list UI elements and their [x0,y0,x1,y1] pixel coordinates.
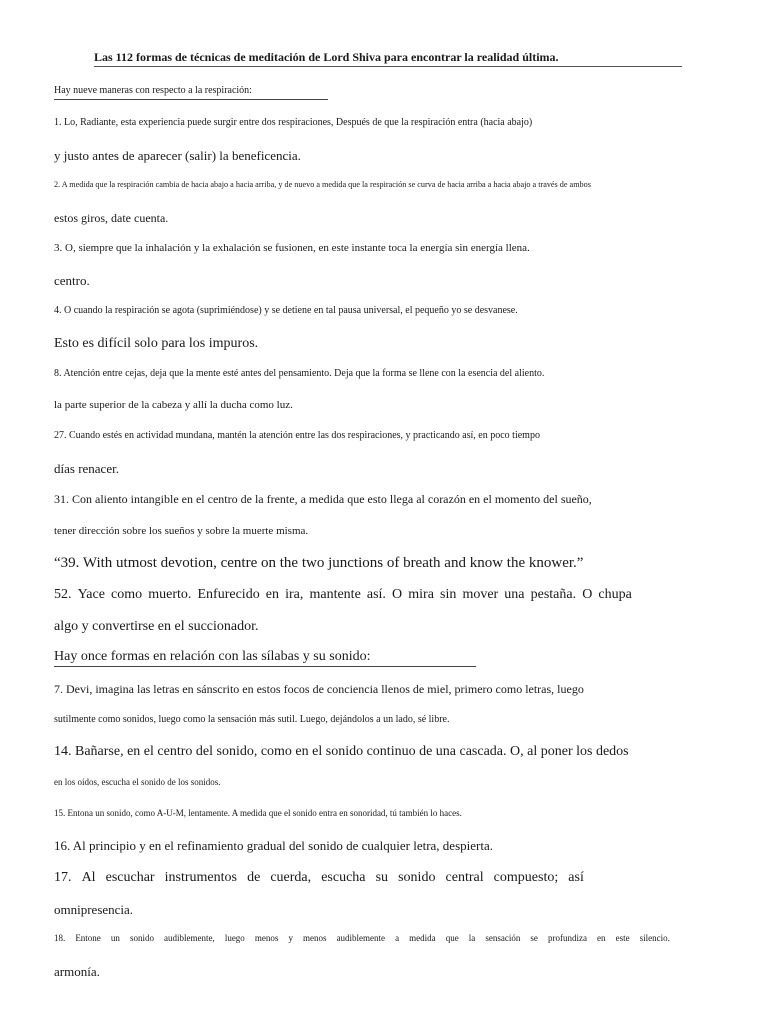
text-line: días renacer. [54,461,119,476]
text-line-justified [54,871,584,885]
text-line: Esto es difícil solo para los impuros. [54,336,259,351]
word: un [110,933,120,943]
word: Yace [77,587,105,602]
word: muerto. [148,587,192,602]
section-heading-syllables: Hay once formas en relación con las sílabas y su sonido: [54,649,371,664]
word: 17. [54,870,72,885]
text-line: algo y convertirse en el succionador. [54,619,259,634]
word: escuchar [105,870,155,885]
text-line: armonía. [54,964,100,979]
word: compuesto; [493,870,559,885]
word: mover [462,587,499,602]
text-line: 4. O cuando la respiración se agota (suprimiéndose) y se detiene en tal pausa universal, el pequeño yo se desvanese. [54,305,518,316]
word: así. [366,587,386,602]
text-line: 27. Cuando estés en actividad mundana, mantén la atención entre las dos respiraciones, y practicando así, en poco tiempo [54,430,540,441]
word: luego [224,933,245,943]
word: este [615,933,630,943]
text-line: sutilmente como sonidos, luego como la sensación más sutil. Luego, dejándolos a un lado, sé libre. [54,714,450,725]
word: profundiza [547,933,587,943]
section-heading-underline [54,99,328,100]
word: silencio. [639,933,670,943]
word: audiblemente [336,933,386,943]
word: audiblemente, [164,933,215,943]
word: instrumentos [164,870,237,885]
word: su [375,870,389,885]
text-line: 2. A medida que la respiración cambia de hacia abajo a hacia arriba, y de nuevo a medida que la respiración se curva de hacia arriba a hacia abajo a través de ambos [54,180,591,189]
word: sin [440,587,457,602]
word: que [445,933,459,943]
text-line: 15. Entona un sonido, como A-U-M, lentamente. A medida que el sonido entra en sonoridad, tú también lo haces. [54,808,462,818]
word: chupa [598,587,632,602]
word: a [395,933,400,943]
text-line: 7. Devi, imagina las letras en sánscrito en estos focos de conciencia llenos de miel, primero como letras, luego [54,682,584,696]
text-line: 1. Lo, Radiante, esta experiencia puede surgir entre dos respiraciones, Después de que la respiración entra (hacia abajo) [54,117,533,128]
text-line-justified [54,588,632,602]
word: sonido [398,870,436,885]
word: menos [254,933,279,943]
text-line: “39. With utmost devotion, centre on the two junctions of breath and know the knower.” [54,555,584,571]
word: medida [409,933,436,943]
word: en [265,587,280,602]
word: de [247,870,261,885]
text-line: 3. O, siempre que la inhalación y la exhalación se fusionen, en este instante toca la energía sin energía llena. [54,242,530,254]
text-line: centro. [54,273,90,288]
word: se [530,933,538,943]
text-line: omnipresencia. [54,902,134,917]
section-heading-breathing: Hay nueve maneras con respecto a la respiración: [54,85,252,96]
word: Enfurecido [197,587,260,602]
word: en [597,933,606,943]
word: menos [303,933,327,943]
word: Entone [75,933,101,943]
text-line: 8. Atención entre cejas, deja que la mente esté antes del pensamiento. Deja que la forma se llene con la esencia del aliento. [54,368,545,379]
section-heading-underline [54,666,476,667]
word: cuerda, [270,870,312,885]
text-line: en los oídos, escucha el sonido de los sonidos. [54,777,221,787]
word: la [468,933,476,943]
text-line: 14. Bañarse, en el centro del sonido, como en el sonido continuo de una cascada. O, al poner los dedos [54,744,629,759]
word: sensación [485,933,521,943]
text-line: 31. Con aliento intangible en el centro de la frente, a medida que esto llega al corazón en el momento del sueño, [54,492,592,506]
title-underline [94,66,682,67]
word: central [445,870,484,885]
word: O [392,587,403,602]
word: mira [408,587,434,602]
document-title: Las 112 formas de técnicas de meditación de Lord Shiva para encontrar la realidad última. [94,50,559,64]
word: O [582,587,593,602]
word: como [111,587,143,602]
text-line-justified [54,934,670,943]
word: así [568,870,584,885]
text-line: 16. Al principio y en el refinamiento gradual del sonido de cualquier letra, despierta. [54,838,493,853]
word: escucha [321,870,366,885]
word: 52. [54,587,72,602]
text-line: tener dirección sobre los sueños y sobre la muerte misma. [54,525,309,537]
word: ira, [285,587,304,602]
text-line: estos giros, date cuenta. [54,211,169,225]
word: sonido [129,933,154,943]
word: una [504,587,525,602]
word: y [288,933,293,943]
word: 18. [54,933,66,943]
text-line: y justo antes de aparecer (salir) la beneficencia. [54,148,301,163]
word: pestaña. [530,587,577,602]
word: Al [81,870,96,885]
word: mantente [309,587,361,602]
text-line: la parte superior de la cabeza y allí la ducha como luz. [54,399,293,411]
